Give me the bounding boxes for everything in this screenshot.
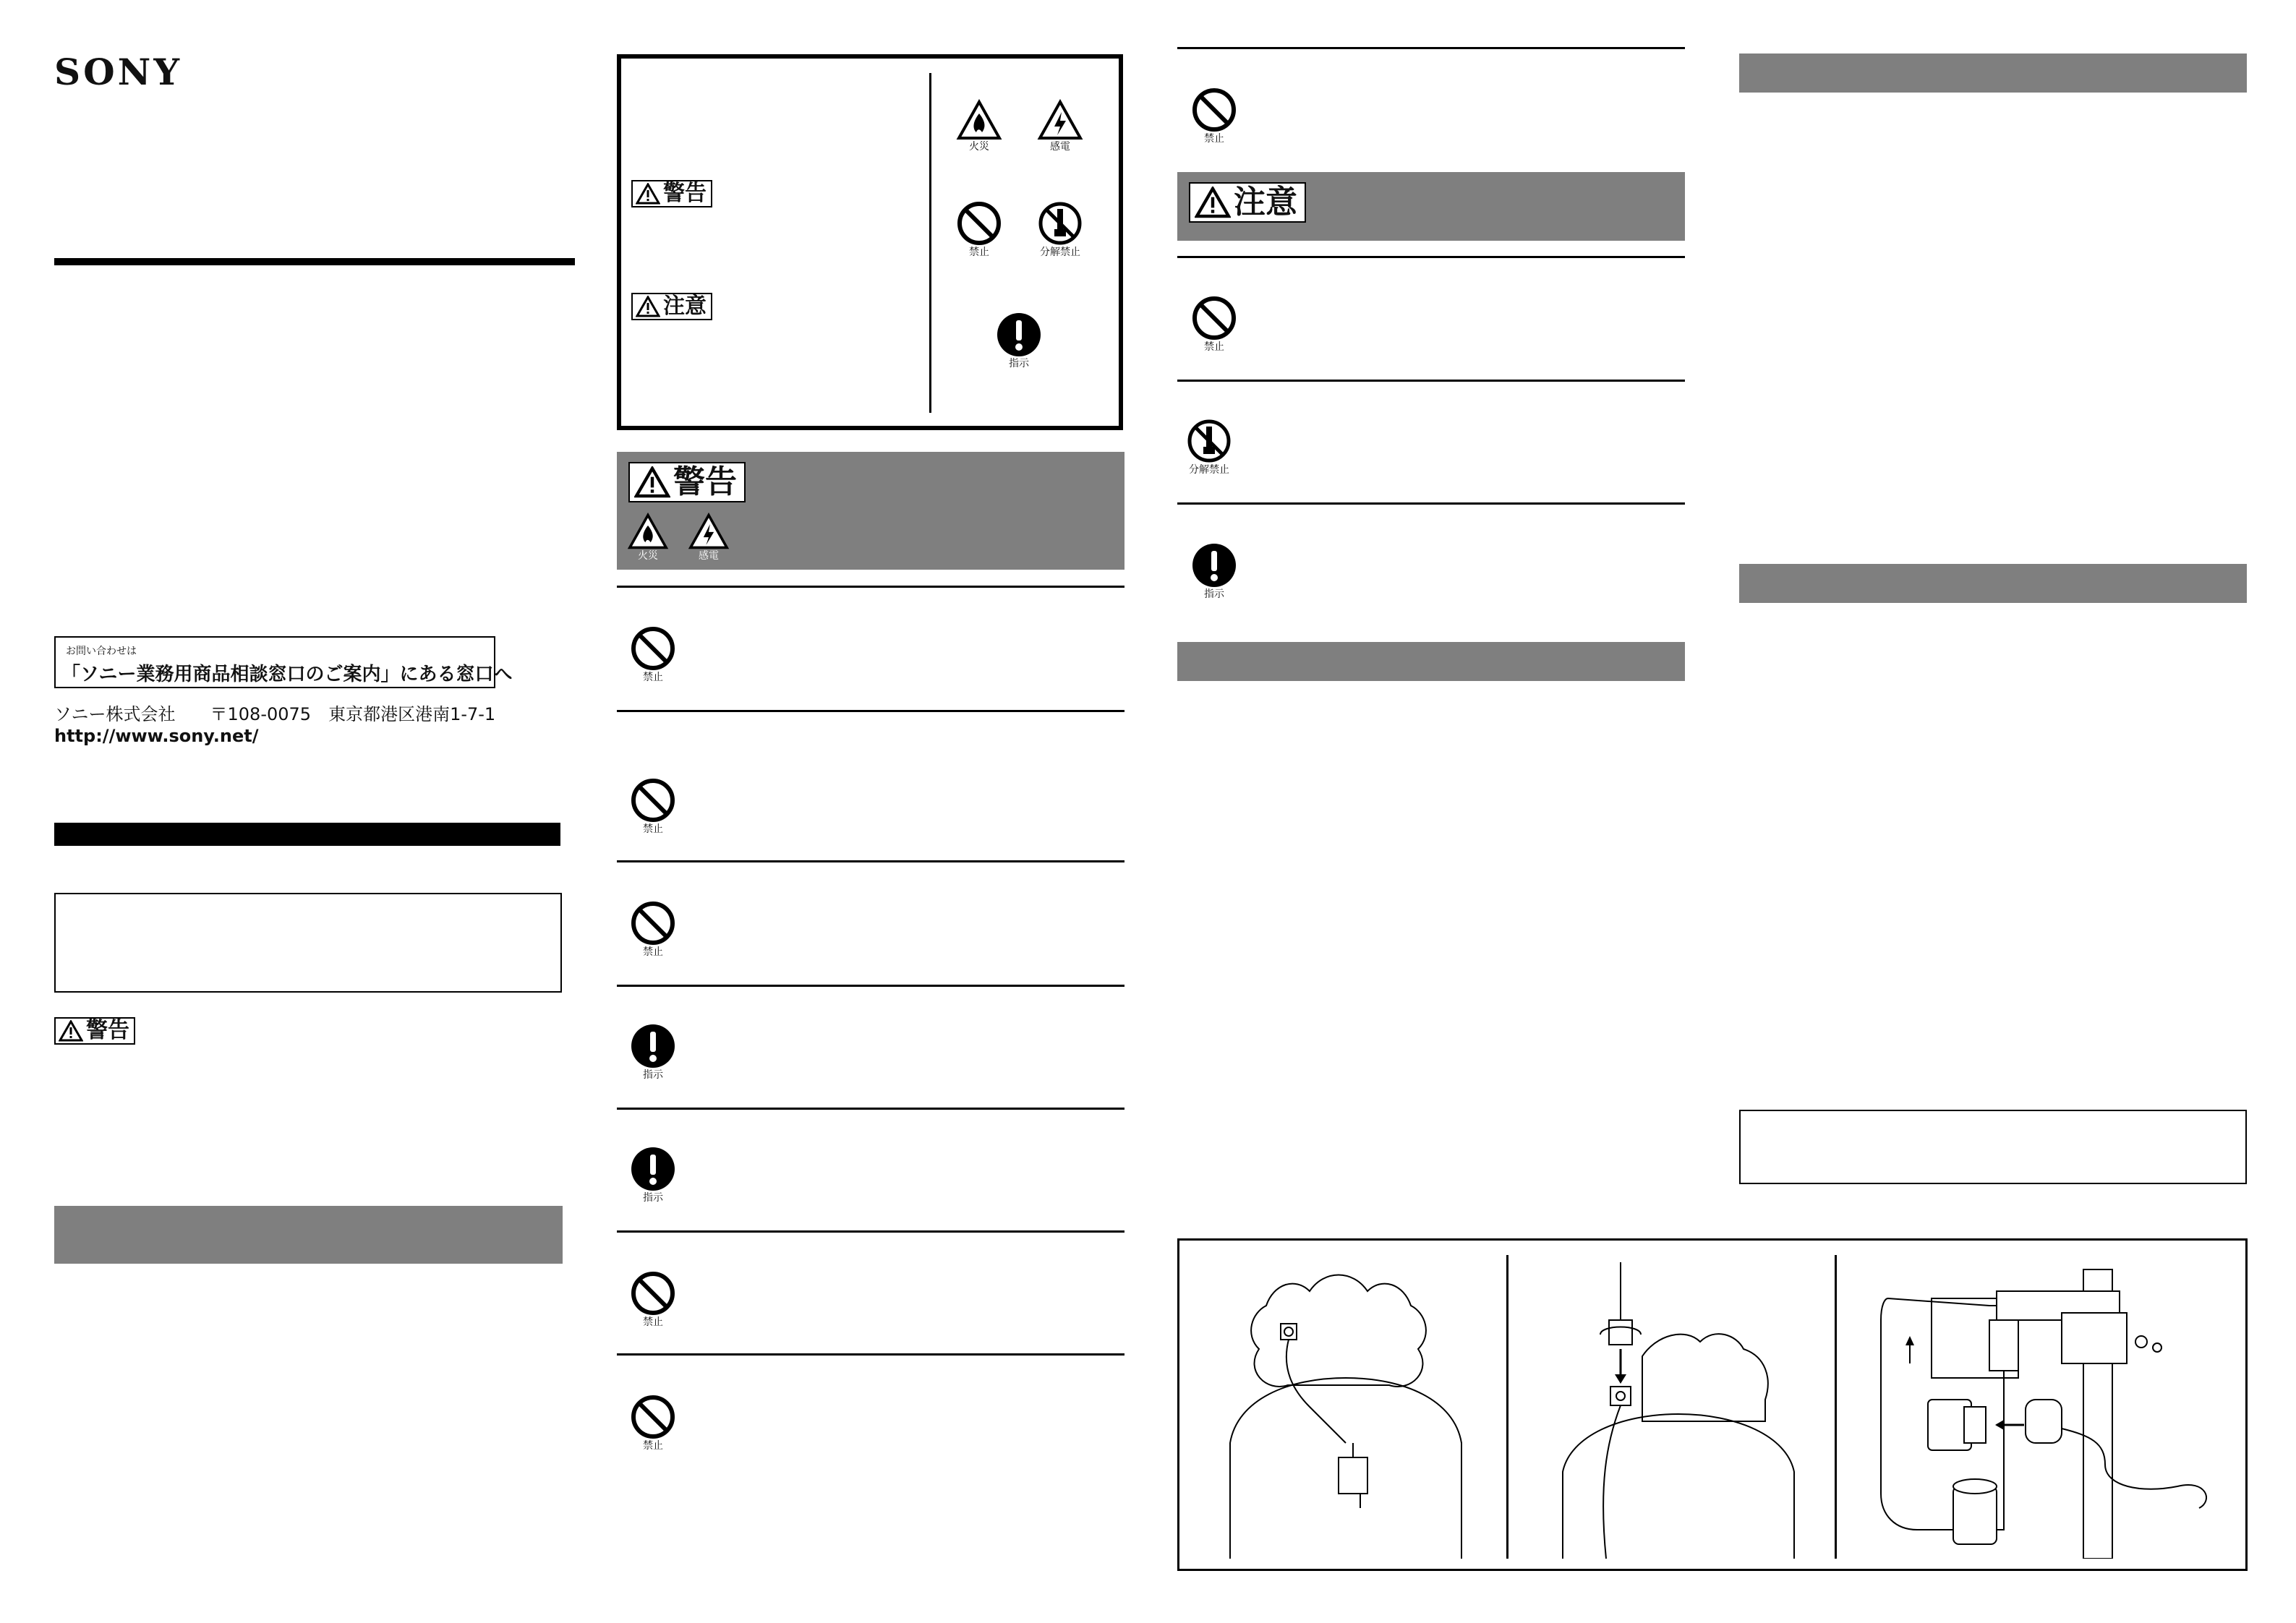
- instruction-icon: [996, 312, 1042, 358]
- row-prohibited-4: 禁止: [613, 1270, 693, 1328]
- divider: [617, 1353, 1124, 1356]
- legend-shock: 感電: [1020, 99, 1100, 153]
- legend-prohibited: 禁止: [939, 200, 1019, 258]
- figure-divider: [1835, 1255, 1837, 1559]
- caution-section-header: [1177, 172, 1685, 241]
- divider: [617, 1108, 1124, 1110]
- warning-triangle-icon: [1195, 187, 1231, 218]
- divider: [617, 710, 1124, 712]
- warning-badge-label: 警告: [673, 463, 737, 500]
- row-prohibited-top: 禁止: [1174, 87, 1254, 145]
- divider: [617, 586, 1124, 588]
- warning-section-header: [617, 452, 1124, 570]
- shock-icon: [688, 513, 730, 550]
- prohibited-icon: [630, 625, 676, 672]
- legend-no-disassembly: 分解禁止: [1020, 200, 1100, 258]
- row-prohibited-3: 禁止: [613, 900, 693, 958]
- prohibited-icon: [1191, 295, 1237, 341]
- prohibited-icon: [630, 1270, 676, 1316]
- row-prohibited-2: 禁止: [613, 777, 693, 835]
- divider: [617, 860, 1124, 862]
- warning-triangle-icon: [59, 1020, 83, 1042]
- section-header-gray-2: [1177, 642, 1685, 681]
- note-box: [1739, 1110, 2247, 1184]
- header-fire: 火災: [623, 513, 673, 562]
- section-bar-black: [54, 823, 560, 846]
- instruction-icon: [630, 1146, 676, 1192]
- company-address: ソニー株式会社 〒108-0075 東京都港区港南1-7-1: [54, 704, 496, 724]
- caution-badge-large: [1189, 182, 1306, 223]
- instruction-icon: [630, 1023, 676, 1069]
- website-link[interactable]: http://www.sony.net/: [54, 726, 259, 746]
- row-instruction-c: 指示: [1174, 542, 1254, 600]
- row-instruction-2: 指示: [613, 1146, 693, 1204]
- notice-box: [54, 893, 562, 993]
- fire-icon: [956, 99, 1002, 141]
- legend-fire: 火災: [939, 99, 1019, 153]
- warning-badge-large: [628, 462, 746, 502]
- divider: [617, 1230, 1124, 1233]
- divider: [1177, 502, 1685, 505]
- row-no-disassembly: 分解禁止: [1169, 418, 1249, 476]
- instruction-icon: [1191, 542, 1237, 588]
- symbol-legend-box: [617, 54, 1123, 430]
- caution-badge-label: 注意: [1234, 184, 1297, 220]
- section-header-gray-3: [1739, 53, 2247, 93]
- warning-triangle-icon: [636, 296, 660, 317]
- prohibited-icon: [630, 1394, 676, 1440]
- divider: [617, 985, 1124, 987]
- divider: [1177, 256, 1685, 258]
- caution-badge-label: 注意: [663, 294, 707, 319]
- figure-step-2: [1534, 1255, 1816, 1559]
- legend-divider: [929, 73, 931, 413]
- no-disassembly-icon: [1186, 418, 1232, 464]
- row-prohibited-1: 禁止: [613, 625, 693, 683]
- warning-triangle-icon: [634, 466, 670, 498]
- sony-logo: SONY: [54, 51, 183, 93]
- legend-instruction: 指示: [979, 312, 1059, 369]
- section-header-gray-1: [54, 1206, 563, 1264]
- divider: [1177, 380, 1685, 382]
- fire-icon: [627, 513, 669, 550]
- title-rule: [54, 258, 575, 265]
- row-instruction-1: 指示: [613, 1023, 693, 1081]
- legend-warning-badge: [631, 180, 712, 207]
- installation-figure: [1177, 1238, 2248, 1571]
- figure-step-3: [1859, 1255, 2235, 1559]
- row-prohibited-5: 禁止: [613, 1394, 693, 1452]
- prohibited-icon: [956, 200, 1002, 247]
- contact-main-text: 「ソニー業務用商品相談窓口のご案内」にある窓口へ: [61, 664, 513, 685]
- prohibited-icon: [630, 777, 676, 823]
- shock-icon: [1037, 99, 1083, 141]
- warning-badge-label: 警告: [86, 1018, 129, 1043]
- no-disassembly-icon: [1037, 200, 1083, 247]
- figure-divider: [1506, 1255, 1508, 1559]
- section-header-gray-4: [1739, 564, 2247, 603]
- header-shock: 感電: [683, 513, 734, 562]
- warning-badge-left: [54, 1017, 135, 1045]
- warning-triangle-icon: [636, 183, 660, 205]
- contact-small-label: お問い合わせは: [66, 646, 137, 657]
- warning-badge-label: 警告: [663, 181, 707, 206]
- divider: [1177, 47, 1685, 49]
- figure-step-1: [1208, 1255, 1483, 1559]
- row-prohibited-c: 禁止: [1174, 295, 1254, 353]
- prohibited-icon: [1191, 87, 1237, 133]
- legend-caution-badge: [631, 293, 712, 320]
- prohibited-icon: [630, 900, 676, 946]
- contact-box: [54, 636, 513, 688]
